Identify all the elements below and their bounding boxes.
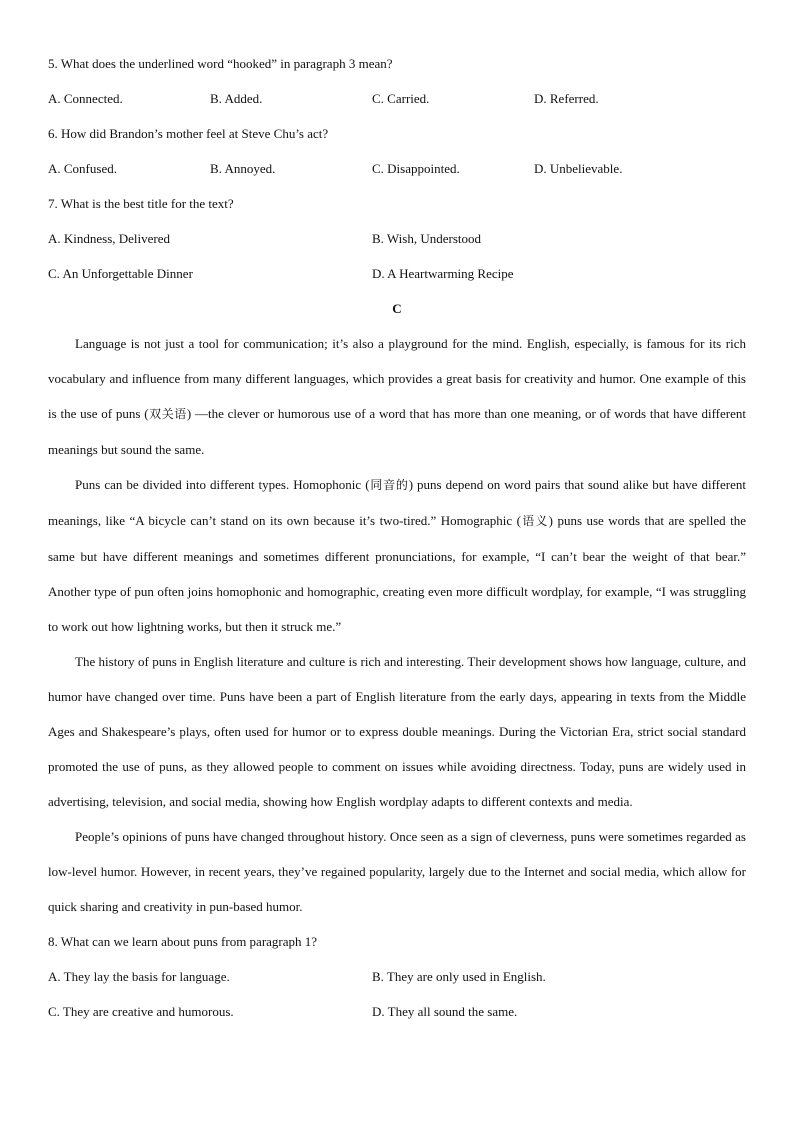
q6-option-d: D. Unbelievable. [534,161,623,176]
question-5-options [48,87,746,122]
q8-option-a: A. They lay the basis for language. [48,969,230,984]
q7-option-b: B. Wish, Understood [372,231,482,246]
q6-option-c: C. Disappointed. [372,161,460,176]
q8-option-c: C. They are creative and humorous. [48,1004,234,1019]
question-6-stem: 6. How did Brandon’s mother feel at Steve Chu’s act? [48,126,329,141]
q8-option-d: D. They all sound the same. [372,1004,518,1019]
q6-option-b: B. Annoyed. [210,161,276,176]
exam-page [48,52,746,1035]
p2-chinese-gloss-2: 语义 [521,514,549,528]
question-8-stem: 8. What can we learn about puns from paragraph 1? [48,934,318,949]
q5-option-c: C. Carried. [372,91,430,106]
q5-option-a: A. Connected. [48,91,123,106]
section-title: C [392,301,402,316]
passage-paragraph-2 [48,467,746,644]
question-7-stem: 7. What is the best title for the text? [48,196,234,211]
p2-chinese-gloss-1: 同音的 [369,478,409,492]
passage-paragraph-1 [48,326,746,467]
q5-option-d: D. Referred. [534,91,599,106]
question-7-options-row1 [48,227,746,262]
question-7-options-row2 [48,262,746,297]
passage-paragraph-3: The history of puns in English literature and culture is rich and interesting. Their development shows how language, culture, and humor have changed over time. Puns have been a part of English literature from the early days, appearing in texts from the Middle Ages and Shakespeare’s plays, often used for humor or to express double meanings. During the Victorian Era, strict social standard promoted the use of puns, as they allowed people to comment on issues while avoiding directness. Today, puns are widely used in advertising, television, and social media, showing how English wordplay adapts to different contexts and media. [48,654,746,809]
question-8-options-row1 [48,965,746,1000]
q7-option-a: A. Kindness, Delivered [48,231,171,246]
p1-chinese-gloss: 双关语 [148,407,187,421]
question-5-stem: 5. What does the underlined word “hooked” in paragraph 3 mean? [48,56,393,71]
p2-text-b: ) puns depend on word pairs that sound alike but have different meanings, like “A bicycle can’t stand on its own because it’s two-tired.” Homographic ( [48,477,746,528]
q6-option-a: A. Confused. [48,161,117,176]
question-6-options [48,157,746,192]
p1-text-a: Language is not just a tool for communication; it’s also a playground for the mind. English, especially, is famous for its rich vocabulary and influence from many different languages, which provides a great basis for creativity and humor. One example of this is the use of puns ( [48,336,746,421]
p2-text-c: ) puns use words that are spelled the same but have different meanings and sometimes different pronunciations, for example, “I can’t bear the weight of that bear.” Another type of pun often joins homophonic and homographic, creating even more difficult wordplay, for example, “I was struggling to work out how lightning works, but then it struck me.” [48,513,746,634]
p2-text-a: Puns can be divided into different types. Homophonic ( [75,477,370,492]
q7-option-d: D. A Heartwarming Recipe [372,266,514,281]
p1-text-b: ) —the clever or humorous use of a word that has more than one meaning, or of words that have different meanings but sound the same. [48,406,746,457]
q7-option-c: C. An Unforgettable Dinner [48,266,193,281]
q5-option-b: B. Added. [210,91,263,106]
passage-paragraph-4: People’s opinions of puns have changed throughout history. Once seen as a sign of cleverness, puns were sometimes regarded as low-level humor. However, in recent years, they’ve regained popularity, largely due to the Internet and social media, which allow for quick sharing and creativity in pun-based humor. [48,829,746,914]
q8-option-b: B. They are only used in English. [372,969,546,984]
question-8-options-row2 [48,1000,746,1035]
